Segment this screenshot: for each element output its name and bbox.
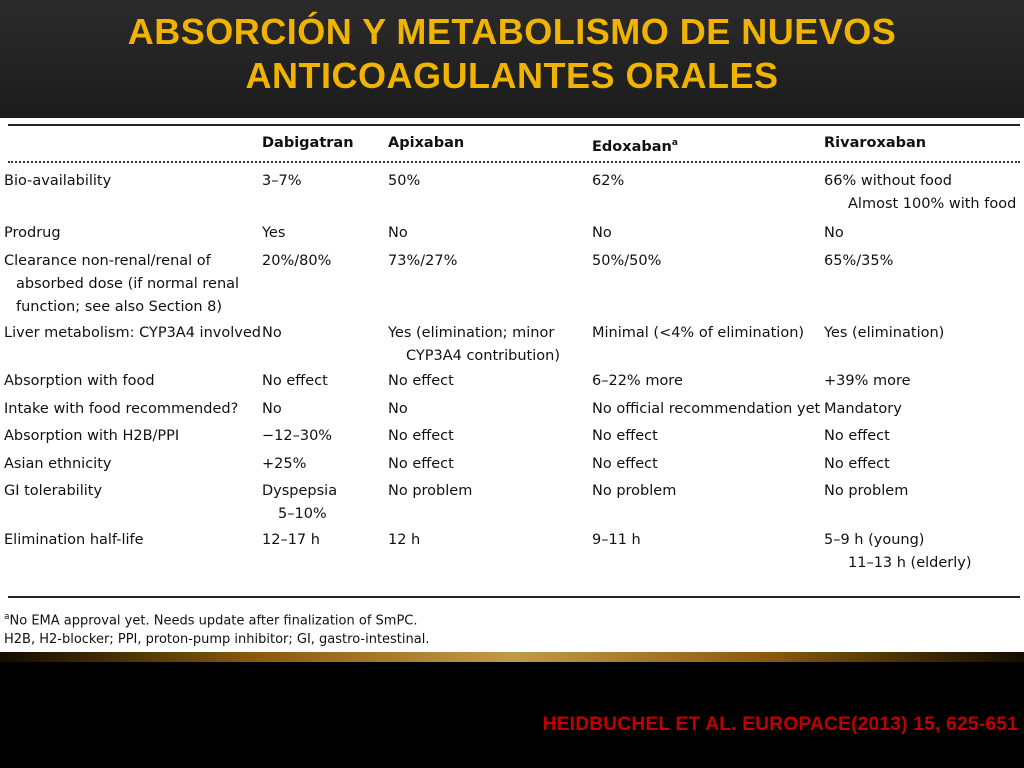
column-header-edoxaban: Edoxaban$^a$	[592, 138, 678, 155]
scanned-table-image	[0, 118, 1024, 652]
row-label: Elimination half-life	[4, 532, 144, 548]
table-cell: No	[388, 225, 408, 241]
row-label: Prodrug	[4, 225, 61, 241]
row-label: Clearance non-renal/renal of	[4, 253, 211, 269]
table-cell: 73%/27%	[388, 253, 458, 269]
slide-title-line-1: ABSORCIÓN Y METABOLISMO DE NUEVOS	[127, 11, 897, 52]
table-cell: 12 h	[388, 532, 421, 548]
footnote-1: $^a$No EMA approval yet. Needs update after finalization of SmPC.	[4, 612, 418, 629]
table-cell: No effect	[388, 456, 454, 472]
citation: HEIDBUCHEL ET AL. EUROPACE(2013) 15, 625-651	[542, 714, 1018, 735]
table-cell: 50%	[388, 173, 421, 189]
table-cell: No	[592, 225, 612, 241]
table-cell: No	[824, 225, 844, 241]
table-cell: 5–10%	[278, 506, 327, 522]
table-header-rule	[8, 161, 1020, 163]
table-cell: No effect	[592, 456, 658, 472]
row-label: function; see also Section 8)	[16, 299, 223, 315]
table-cell: CYP3A4 contribution)	[406, 348, 560, 364]
table-cell: 62%	[592, 173, 625, 189]
footnote-2: H2B, H2-blocker; PPI, proton-pump inhibitor; GI, gastro-intestinal.	[4, 632, 430, 647]
table-cell: 20%/80%	[262, 253, 332, 269]
column-header-apixaban: Apixaban	[388, 135, 465, 151]
row-label: Intake with food recommended?	[4, 401, 239, 417]
table-cell: 12–17 h	[262, 532, 320, 548]
table-cell: 3–7%	[262, 173, 302, 189]
table-cell: Yes (elimination)	[824, 325, 945, 341]
table-bottom-rule	[8, 596, 1020, 598]
table-cell: No	[262, 401, 282, 417]
table-cell: No effect	[388, 428, 454, 444]
table-top-rule	[8, 124, 1020, 126]
table-cell: No official recommendation yet	[592, 401, 821, 417]
table-cell: No	[262, 325, 282, 341]
slide-title-line-2: ANTICOAGULANTES ORALES	[245, 55, 779, 96]
table-cell: No effect	[592, 428, 658, 444]
table-cell: +25%	[262, 456, 307, 472]
table-cell: Dyspepsia	[262, 483, 338, 499]
table-cell: Yes (elimination; minor	[388, 325, 555, 341]
table-cell: No	[388, 401, 408, 417]
row-label: Absorption with food	[4, 373, 155, 389]
slide-title	[0, 10, 1024, 98]
table-cell: 66% without food	[824, 173, 953, 189]
table-cell: No problem	[824, 483, 909, 499]
column-header-rivaroxaban: Rivaroxaban	[824, 135, 927, 151]
table-cell: 6–22% more	[592, 373, 683, 389]
table-cell: 11–13 h (elderly)	[848, 555, 972, 571]
table-cell: No effect	[824, 456, 890, 472]
separator-glow	[0, 652, 1024, 662]
table-cell: 65%/35%	[824, 253, 894, 269]
row-label: Absorption with H2B/PPI	[4, 428, 180, 444]
table-cell: No effect	[388, 373, 454, 389]
column-header-dabigatran: Dabigatran	[262, 135, 354, 151]
table-cell: +39% more	[824, 373, 911, 389]
table-cell: Minimal (<4% of elimination)	[592, 325, 805, 341]
row-label: Asian ethnicity	[4, 456, 112, 472]
row-label: Bio-availability	[4, 173, 112, 189]
table-cell: 5–9 h (young)	[824, 532, 925, 548]
row-label: absorbed dose (if normal renal	[16, 276, 240, 292]
table-cell: 9–11 h	[592, 532, 641, 548]
table-cell: −12–30%	[262, 428, 333, 444]
row-label: GI tolerability	[4, 483, 103, 499]
table-cell: No problem	[592, 483, 677, 499]
table-cell: 50%/50%	[592, 253, 662, 269]
table-cell: No effect	[824, 428, 890, 444]
table-cell: Almost 100% with food	[848, 196, 1017, 212]
table-cell: Mandatory	[824, 401, 902, 417]
edoxaban-footnote-mark: a	[671, 138, 678, 148]
table-cell: No problem	[388, 483, 473, 499]
title-bar	[0, 0, 1024, 118]
row-label: Liver metabolism: CYP3A4 involved	[4, 325, 261, 341]
table-cell: No effect	[262, 373, 328, 389]
table-cell: Yes	[262, 225, 286, 241]
